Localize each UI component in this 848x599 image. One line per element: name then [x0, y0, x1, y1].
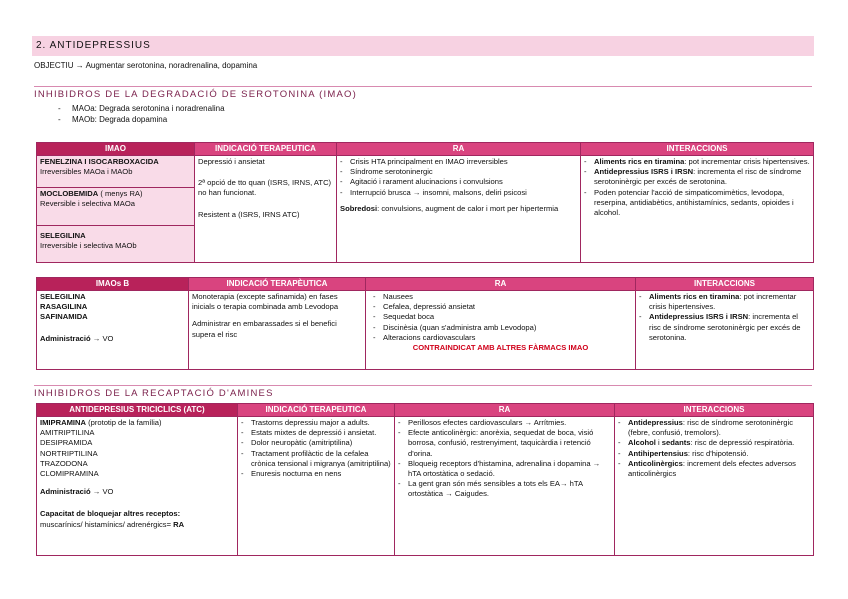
drug-name: CLOMIPRAMINA	[40, 469, 99, 479]
interaction-item: - Aliments rics en tiramina: pot incrementar crisis hipertensives.	[584, 157, 810, 167]
ra-item: - Crisis HTA principalment en IMAO irreversibles	[340, 157, 577, 167]
indication-1: Monoterapia (excepte safinamida) en fases inicials o terapia combinada amb Levodopa	[192, 292, 339, 312]
ra-item: - Discinèsia (quan s'administra amb Levodopa)	[373, 323, 632, 333]
header-interaccions: INTERACCIONS	[636, 278, 814, 291]
interaction-item: - Antidepressius ISRS i IRSN: incrementa el risc de síndrome serotoninèrgic per excés de serotonina.	[584, 167, 810, 187]
ra-item: - La gent gran són més sensibles a tots els EA→ hTA ortostàtica → Caigudes.	[398, 479, 611, 499]
indication-2: Administrar en embarassades si el benefici supera el risc	[192, 319, 337, 339]
section-title: 2. ANTIDEPRESSIUS	[32, 36, 814, 56]
drug-name: RASAGILINA	[40, 302, 88, 312]
admin-value: → VO	[90, 333, 114, 343]
bullet-maob: - MAOb: Degrada dopamina	[58, 114, 225, 125]
reuptake-section-title: INHIBIDROS DE LA RECAPTACIÓ D'AMINES	[34, 385, 812, 399]
indication-1: Depressió i ansietat	[198, 157, 265, 166]
header-indicacio: INDICACIÓ TERAPÈUTICA	[189, 278, 366, 291]
overdose-text: : convulsions, augment de calor i mort per hipertermia	[377, 203, 559, 213]
header-ra: RA	[337, 143, 581, 156]
imao-table	[36, 142, 814, 263]
drug-fenelzina-desc: Irreversibles MAOa i MAOb	[40, 167, 133, 177]
ra-item: - Efecte anticolinèrgic: anorèxia, sequedat de boca, visió borrosa, confusió, restrenyiment, taquicàrdia i retenció d'orina.	[398, 428, 611, 459]
drug-name: AMITRIPTILINA	[40, 428, 95, 438]
imaob-ra-cell	[366, 291, 636, 370]
interaction-item: - Poden potenciar l'acció de simpaticomimètics, levodopa, reserpina, antidiabètics, antihistamínics, sedants, opioides i alcohol.	[584, 188, 810, 219]
atc-table	[36, 403, 814, 556]
header-imaob: IMAOs B	[37, 278, 189, 291]
drug-name: SELEGILINA	[40, 292, 86, 301]
indication-item: - Dolor neuropàtic (amitriptilina)	[241, 438, 391, 448]
ra-item: - Nausees	[373, 292, 632, 302]
ra-item: - Bloqueig receptors d'histamina, adrenalina i dopamina → hTA ortostàtica o sedació.	[398, 459, 611, 479]
interaction-item: - Antidepressius: risc de síndrome serotoninèrgic (febre, confusió, tremolors).	[618, 418, 810, 438]
header-ra: RA	[395, 404, 615, 417]
objective-text: OBJECTIU → Augmentar serotonina, noradrenalina, dopamina	[34, 61, 258, 70]
capacity-label: Capacitat de bloquejar altres receptos:	[40, 509, 181, 519]
header-interaccions: INTERACCIONS	[581, 143, 814, 156]
ra-item: - Agitació i rarament alucinacions i convulsions	[340, 177, 577, 187]
drug-imipramina: IMIPRAMINA	[40, 418, 86, 427]
drug-imipramina-note: (prototip de la família)	[85, 418, 162, 427]
atc-indication-cell	[238, 417, 395, 556]
header-atc: ANTIDEPRESIUS TRICICLICS (ATC)	[37, 404, 238, 417]
drug-moclobemida-note: ( menys RA)	[98, 189, 143, 198]
atc-ra-cell	[395, 417, 615, 556]
admin-label: Administració	[40, 487, 91, 497]
imaob-drug-cell	[37, 291, 189, 370]
ra-item: - Síndrome serotoninergic	[340, 167, 577, 177]
ra-item: - Perillosos efectes cardiovasculars → Arrítmies.	[398, 418, 611, 428]
header-indicacio: INDICACIÓ TERAPEUTICA	[238, 404, 395, 417]
imao-interactions-cell	[581, 156, 814, 263]
capacity-text: muscarínics/ histamínics/ adrenérgics=	[40, 519, 174, 529]
capacity-ra: RA	[173, 519, 185, 529]
imao-drug-cell	[37, 156, 195, 263]
header-indicacio: INDICACIÓ TERAPEUTICA	[195, 143, 337, 156]
admin-label: Administració	[40, 333, 91, 343]
indication-3: Resistent a (ISRS, IRNS ATC)	[198, 209, 300, 219]
ra-item: - Sequedat boca	[373, 312, 632, 322]
drug-name: DESIPRAMIDA	[40, 438, 93, 448]
overdose-label: Sobredosi	[340, 203, 378, 213]
imao-bullets	[58, 103, 225, 125]
drug-moclobemida: MOCLOBEMIDA	[40, 189, 99, 198]
interaction-item: - Alcohol i sedants: risc de depressió respiratòria.	[618, 438, 810, 448]
interaction-item: - Antihipertensius: risc d'hipotensió.	[618, 449, 810, 459]
drug-name: NORTRIPTILINA	[40, 448, 98, 458]
header-imao: IMAO	[37, 143, 195, 156]
indication-2: 2ª opció de tto quan (ISRS, IRNS, ATC) no han funcionat.	[198, 178, 332, 198]
ra-item: - Alteracions cardiovasculars	[373, 333, 632, 343]
drug-selegilina-desc: Irreversible i selectiva MAOb	[40, 241, 137, 251]
drug-moclobemida-desc: Reversible i selectiva MAOa	[40, 199, 135, 209]
indication-item: - Trastorns depressiu major a adults.	[241, 418, 391, 428]
bullet-maoa: - MAOa: Degrada serotonina i noradrenalina	[58, 103, 225, 114]
imao-ra-cell	[337, 156, 581, 263]
indication-item: - Tractament profilàctic de la cefalea crònica tensional i migranya (amitriptilina)	[241, 449, 391, 469]
admin-value: → VO	[90, 487, 114, 497]
drug-name: TRAZODONA	[40, 458, 88, 468]
indication-item: - Estats mixtes de depressió i ansietat.	[241, 428, 391, 438]
ra-item: - Interrupció brusca → insomni, malsons, deliri psicosi	[340, 188, 577, 198]
drug-fenelzina: FENELZINA I ISOCARBOXACIDA	[40, 157, 159, 166]
imaob-table	[36, 277, 814, 370]
ra-item: - Cefalea, depressió ansietat	[373, 302, 632, 312]
atc-drug-cell	[37, 417, 238, 556]
indication-item: - Enuresis nocturna en nens	[241, 469, 391, 479]
imao-indication-cell	[195, 156, 337, 263]
header-ra: RA	[366, 278, 636, 291]
imaob-interactions-cell	[636, 291, 814, 370]
header-interaccions: INTERACCIONS	[615, 404, 814, 417]
drug-selegilina: SELEGILINA	[40, 231, 86, 240]
imaob-indication-cell	[189, 291, 366, 370]
interaction-item: - Aliments rics en tiramina: pot incrementar crisis hipertensives.	[639, 292, 810, 312]
imao-section-title: INHIBIDROS DE LA DEGRADACIÓ DE SEROTONINA (IMAO)	[34, 86, 812, 100]
contraindication-warning: CONTRAINDICAT AMB ALTRES FÀRMACS IMAO	[412, 343, 589, 353]
drug-name: SAFINAMIDA	[40, 312, 88, 322]
interaction-item: - Antidepressius ISRS i IRSN: incrementa el risc de síndrome serotoninèrgic per excés de serotonina.	[639, 312, 810, 343]
atc-interactions-cell	[615, 417, 814, 556]
interaction-item: - Anticolinèrgics: increment dels efectes adversos anticolinèrgics	[618, 459, 810, 479]
